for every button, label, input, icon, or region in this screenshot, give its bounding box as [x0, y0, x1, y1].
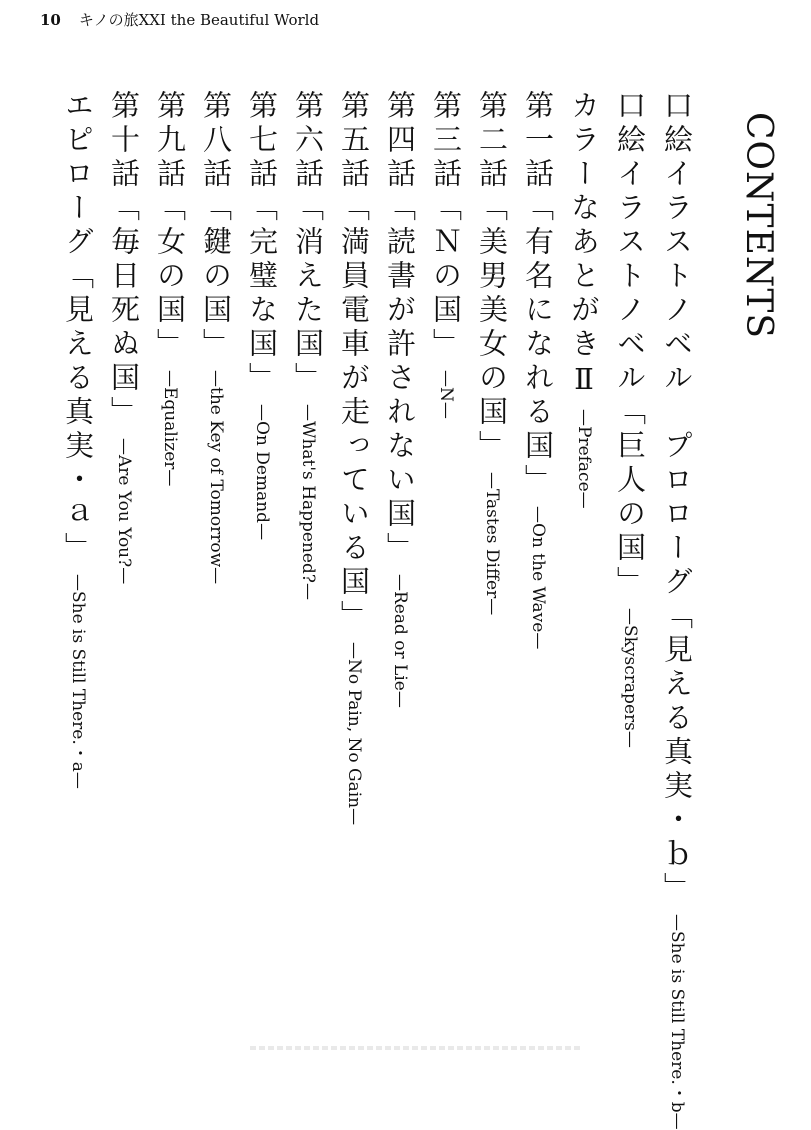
toc-entry-chapter-10 — [101, 90, 147, 584]
toc-entry-title: 第二話「美男美女の国」 — [475, 90, 509, 464]
toc-entry-title: 第一話「有名になれる国」 — [521, 90, 555, 498]
toc-entry-subtitle: —N— — [436, 370, 456, 419]
toc-entry-title: 口絵イラストノベル プロローグ「見える真実・ｂ」 — [660, 90, 694, 906]
scan-artifact-strip — [250, 1046, 581, 1050]
toc-entry-title: 第八話「鍵の国」 — [199, 90, 233, 362]
toc-entry-subtitle: —the Key of Tomorrow— — [206, 370, 226, 585]
toc-entry-prologue-illustration — [654, 90, 700, 1130]
toc-entry-chapter-6 — [285, 90, 331, 600]
page-number: 10 — [40, 11, 61, 29]
toc-entry-title: 第十話「毎日死ぬ国」 — [107, 90, 141, 430]
toc-entry-title: 第九話「女の国」 — [153, 90, 187, 362]
toc-entry-title: カラーなあとがきⅡ — [567, 90, 601, 401]
toc-entry-color-afterword — [561, 90, 607, 509]
toc-entry-chapter-5 — [331, 90, 377, 825]
toc-entry-subtitle: —Tastes Differ— — [482, 472, 502, 616]
toc-entry-subtitle: —On the Wave— — [528, 506, 548, 650]
toc-entry-chapter-8 — [193, 90, 239, 584]
toc-entry-title: 第六話「消えた国」 — [291, 90, 325, 396]
toc-entry-subtitle: —On Demand— — [252, 404, 272, 541]
toc-entry-subtitle: —Read or Lie— — [390, 574, 410, 708]
toc-entry-title: 第三話「Ｎの国」 — [429, 90, 463, 362]
toc-entry-title: エピローグ「見える真実・ａ」 — [61, 90, 95, 566]
toc-entry-chapter-2 — [469, 90, 515, 615]
toc-entry-subtitle: —She is Still There.・a— — [68, 574, 88, 789]
toc-entry-subtitle: —Skyscrapers— — [620, 608, 640, 748]
toc-entry-subtitle: —No Pain, No Gain— — [344, 642, 364, 826]
toc-entry-chapter-7 — [239, 90, 285, 540]
toc-entry-title: 口絵イラストノベル「巨人の国」 — [613, 90, 647, 600]
toc-entry-subtitle: —What's Happened?— — [298, 404, 318, 600]
toc-entry-title: 第四話「読書が許されない国」 — [383, 90, 417, 566]
toc-entry-chapter-1 — [515, 90, 561, 649]
toc-entry-subtitle: —Preface— — [574, 409, 594, 509]
toc-entry-chapter-9 — [147, 90, 193, 486]
toc-entry-giant-country — [607, 90, 653, 748]
toc-entry-subtitle: —Are You You?— — [114, 438, 134, 585]
toc-entry-chapter-4 — [377, 90, 423, 708]
contents-heading: CONTENTS — [738, 112, 779, 340]
toc-entry-epilogue — [55, 90, 101, 789]
running-title: キノの旅XXI the Beautiful World — [78, 11, 320, 29]
toc-entry-subtitle: —She is Still There.・b— — [667, 914, 687, 1130]
toc-entry-subtitle: —Equalizer— — [160, 370, 180, 487]
page-header — [40, 9, 319, 30]
toc-entry-title: 第七話「完璧な国」 — [245, 90, 279, 396]
toc-entry-title: 第五話「満員電車が走っている国」 — [337, 90, 371, 634]
toc-entry-chapter-3 — [423, 90, 469, 419]
